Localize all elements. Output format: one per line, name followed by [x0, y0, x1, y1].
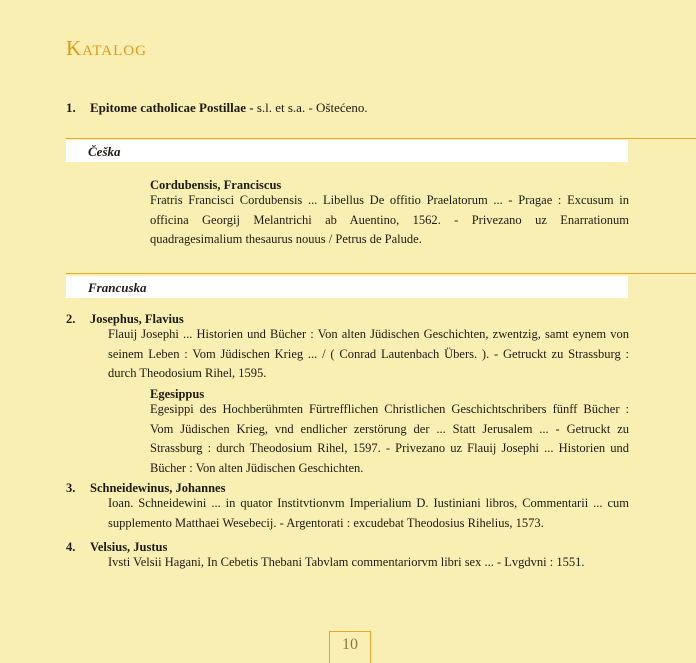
- entry-heading-egesippus: Egesippus: [150, 387, 205, 401]
- entry-body-cordubensis: Fratris Francisci Cordubensis ... Libellus De offitio Praelatorum ... - Pragae : Excusum in officina Georgij Melantrichi ab Auentino, 1562. - Privezano uz Enarrationum quadragesimalium thesaurus nouus / Petrus de Palude.: [150, 193, 629, 246]
- section-band-ceska: [66, 140, 628, 162]
- catalog-item-1: [66, 100, 368, 116]
- item-details: s.l. et s.a. - Oštećeno.: [253, 100, 368, 115]
- item-title: Velsius, Justus: [90, 540, 168, 554]
- entry-body-josephus: Flauij Josephi ... Historien und Bücher : Von alten Jüdischen Geschichten, zwentzig, samt eynem von seinem Leben : Vom Jüdischen Krieg ... / ( Conrad Lautenbach Übers. ). - Getruckt zu Strassburg : durch Theodosium Rihel, 1595.: [108, 327, 629, 380]
- divider: [66, 138, 696, 139]
- section-label-francuska: Francuska: [88, 280, 147, 295]
- item-number: 1.: [66, 100, 76, 115]
- item-number: 3.: [66, 481, 76, 495]
- divider: [66, 273, 696, 274]
- page-title: Katalog: [66, 36, 147, 60]
- item-number: 2.: [66, 312, 76, 326]
- section-band-francuska: [66, 276, 628, 298]
- entry-heading-cordubensis: Cordubensis, Franciscus: [150, 178, 282, 192]
- entry-body-egesippus: Egesippi des Hochberühmten Fürtrefflichen Christlichen Geschichtschribers fünff Bücher : Vom Jüdischen Krieg, vnd endlicher zerstörung der ... Statt Jerusalem ... - Getruckt zu Strassburg : durch Theodosium Rihel, 1597. - Privezano uz Flauij Josephi ... Historien und Bücher : Von alten Jüdischen Geschichten.: [150, 402, 629, 475]
- item-title: Schneidewinus, Johannes: [90, 481, 226, 495]
- entry-body-velsius: Ivsti Velsii Hagani, In Cebetis Thebani Tabvlam commentariorvm libri sex ... - Lvgdvni : 1551.: [108, 555, 585, 569]
- item-title: Epitome catholicae Postillae -: [90, 100, 254, 115]
- item-number: 4.: [66, 540, 76, 554]
- page-number: 10: [329, 631, 371, 663]
- entry-body-schneidewinus: Ioan. Schneidewini ... in quator Institvtionvm Imperialium D. Iustiniani libros, Commentarii ... cum supplemento Matthaei Wesebecij. - Argentorati : excudebat Theodosius Rihelius, 1573.: [108, 496, 629, 530]
- item-title: Josephus, Flavius: [90, 312, 184, 326]
- section-label-ceska: Češka: [88, 144, 121, 159]
